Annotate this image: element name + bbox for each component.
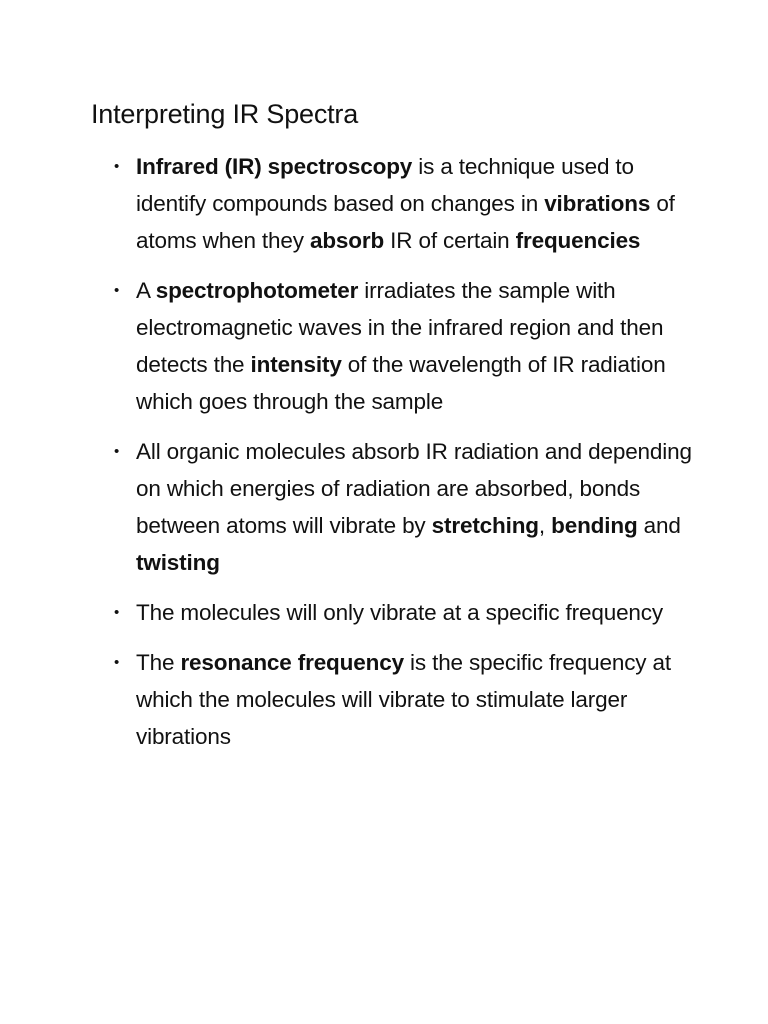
bullet-item [114,272,696,420]
bullet-item [114,594,696,631]
bold-term: spectrophotometer [155,278,359,303]
bullet-text: of the wavelength of IR radiation which goes through the sample [136,352,666,414]
bold-term: bending [551,513,638,538]
bold-term: intensity [250,352,342,377]
bullet-text: The molecules will only vibrate at a specific frequency [136,600,663,625]
page-title: Interpreting IR Spectra [91,99,359,129]
bullet-icon: • [114,158,120,175]
bold-term: absorb [309,228,385,253]
bullet-list [114,148,696,755]
bullet-icon: • [114,654,120,671]
bullet-icon: • [114,443,120,460]
bullet-icon: • [114,282,120,299]
bullet-text: A [136,278,156,303]
bullet-text: is a technique used to identify compounds based on changes in [136,154,634,216]
bullet-text: is the specific frequency at which the molecules will vibrate to stimulate larger vibrations [136,650,671,749]
bullet-text: All organic molecules absorb IR radiation and depending on which energies of radiation are absorbed, bonds between atoms will vibrate by [136,439,692,538]
bullet-icon: • [114,604,120,621]
bold-term: stretching [431,513,539,538]
bullet-text: and [637,513,681,538]
bullet-text: of atoms when they [136,191,675,253]
bullet-text: irradiates the sample with electromagnetic waves in the infrared region and then detects the [136,278,664,377]
bold-term: Infrared (IR) spectroscopy [136,154,413,179]
bullet-text: IR of certain [384,228,516,253]
bold-term: resonance frequency [180,650,404,675]
bold-term: frequencies [515,228,641,253]
bullet-item [114,433,696,581]
bold-term: twisting [136,550,220,575]
bullet-item [114,644,696,755]
bold-term: vibrations [544,191,651,216]
bullet-text: , [538,513,552,538]
bullet-item [114,148,696,259]
bullet-text: The [136,650,181,675]
